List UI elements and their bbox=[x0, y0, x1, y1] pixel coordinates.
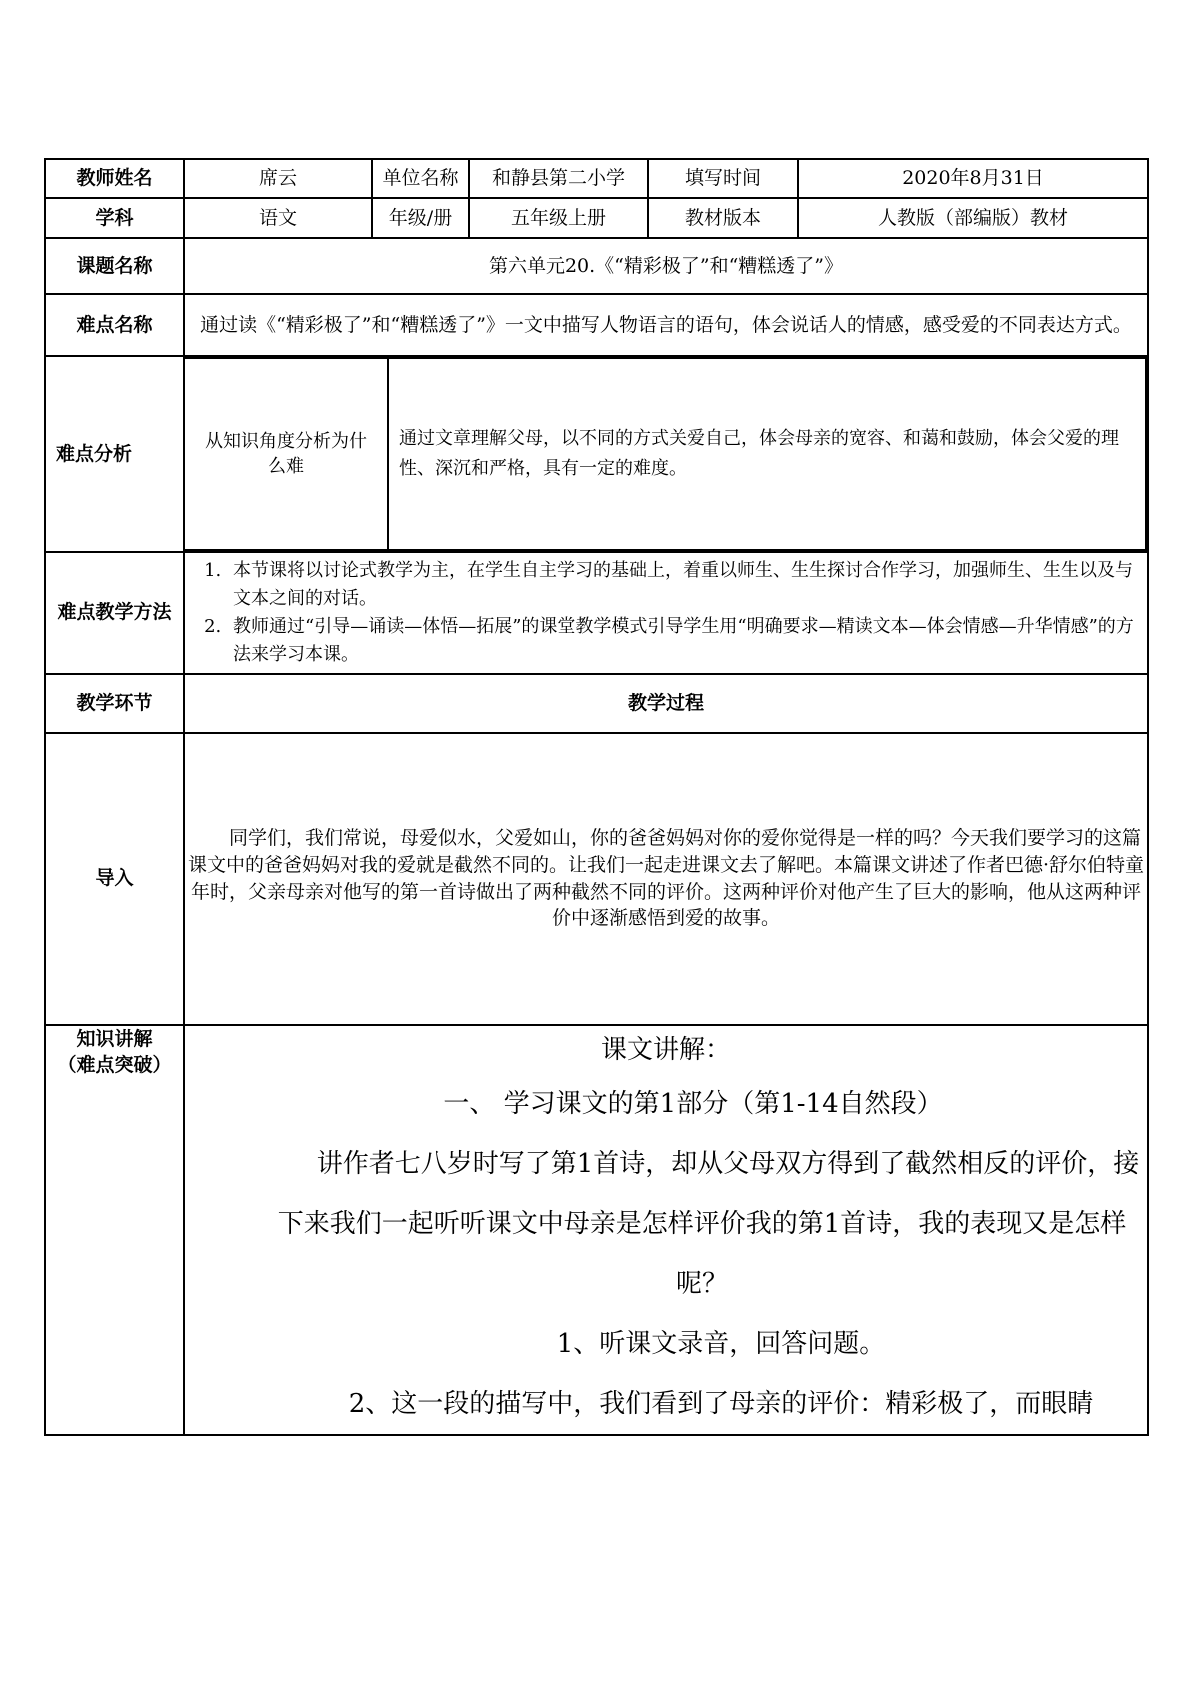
difficulty-value: 通过读《“精彩极了”和“糟糕透了”》一文中描写人物语言的语句，体会说话人的情感，感受爱的不同表达方式。 bbox=[184, 294, 1148, 356]
unit-value: 和静县第二小学 bbox=[469, 159, 648, 198]
table-row-process-header bbox=[45, 674, 1148, 733]
table-row-teacher bbox=[45, 159, 1148, 198]
grade-value: 五年级上册 bbox=[469, 198, 648, 238]
intro-text: 同学们，我们常说，母爱似水，父爱如山，你的爸爸妈妈对你的爱你觉得是一样的吗？今天我们要学习的这篇课文中的爸爸妈妈对我的爱就是截然不同的。让我们一起走进课文去了解吧。本篇课文讲述了作者巴德·舒尔伯特童年时，父亲母亲对他写的第一首诗做出了两种截然不同的评价。这两种评价对他产生了巨大的影响，他从这两种评价中逐渐感悟到爱的故事。 bbox=[184, 733, 1148, 1025]
unit-label: 单位名称 bbox=[372, 159, 469, 198]
analysis-value: 通过文章理解父母，以不同的方式关爱自己，体会母亲的宽容、和蔼和鼓励，体会父爱的理性、深沉和严格，具有一定的难度。 bbox=[388, 358, 1146, 550]
table-row-topic bbox=[45, 238, 1148, 294]
grade-label: 年级/册 bbox=[372, 198, 469, 238]
methods-item-2: 2. 教师通过“引导—诵读—体悟—拓展”的课堂教学模式引导学生用“明确要求—精读文本—体会情感—升华情感”的方法来学习本课。 bbox=[227, 613, 1137, 669]
knowledge-content bbox=[184, 1025, 1148, 1435]
analysis-label: 难点分析 bbox=[45, 356, 184, 552]
lecture-title: 课文讲解： bbox=[600, 1034, 731, 1065]
table-row-methods bbox=[45, 552, 1148, 674]
lecture-paragraph: 讲作者七八岁时写了第1首诗，却从父母双方得到了截然相反的评价，接下来我们一起听听课文中母亲是怎样评价我的第1首诗，我的表现又是怎样呢？ bbox=[277, 1148, 1140, 1299]
methods-list bbox=[185, 553, 1147, 673]
intro-label: 导入 bbox=[45, 733, 184, 1025]
lecture-part-heading: 一、 学习课文的第1部分（第1-14自然段） bbox=[443, 1088, 943, 1119]
table-row-intro bbox=[45, 733, 1148, 1025]
date-value: 2020年8月31日 bbox=[798, 159, 1148, 198]
methods-item-1: 1. 本节课将以讨论式教学为主，在学生自主学习的基础上，着重以师生、生生探讨合作学习，加强师生、生生以及与文本之间的对话。 bbox=[227, 557, 1137, 613]
subject-value: 语文 bbox=[184, 198, 372, 238]
lesson-plan-table bbox=[44, 158, 1149, 1436]
table-row-analysis bbox=[45, 356, 1148, 552]
process-label: 教学过程 bbox=[184, 674, 1148, 733]
edition-value: 人教版（部编版）教材 bbox=[798, 198, 1148, 238]
topic-value: 第六单元20.《“精彩极了”和“糟糕透了”》 bbox=[184, 238, 1148, 294]
methods-label: 难点教学方法 bbox=[45, 552, 184, 674]
edition-label: 教材版本 bbox=[648, 198, 798, 238]
teacher-name-value: 席云 bbox=[184, 159, 372, 198]
analysis-sub-label: 从知识角度分析为什么难 bbox=[185, 358, 388, 550]
table-row-subject bbox=[45, 198, 1148, 238]
lecture-item-2: 2、这一段的描写中，我们看到了母亲的评价：精彩极了，而眼睛 bbox=[348, 1388, 1094, 1419]
knowledge-label bbox=[45, 1025, 184, 1435]
teacher-name-label: 教师姓名 bbox=[45, 159, 184, 198]
table-row-knowledge bbox=[45, 1025, 1148, 1435]
topic-label: 课题名称 bbox=[45, 238, 184, 294]
knowledge-label-line1: 知识讲解 bbox=[76, 1027, 153, 1050]
date-label: 填写时间 bbox=[648, 159, 798, 198]
step-label: 教学环节 bbox=[45, 674, 184, 733]
knowledge-label-line2: （难点突破） bbox=[57, 1054, 172, 1077]
subject-label: 学科 bbox=[45, 198, 184, 238]
lecture-item-1: 1、听课文录音，回答问题。 bbox=[556, 1328, 886, 1359]
table-row-difficulty bbox=[45, 294, 1148, 356]
difficulty-label: 难点名称 bbox=[45, 294, 184, 356]
